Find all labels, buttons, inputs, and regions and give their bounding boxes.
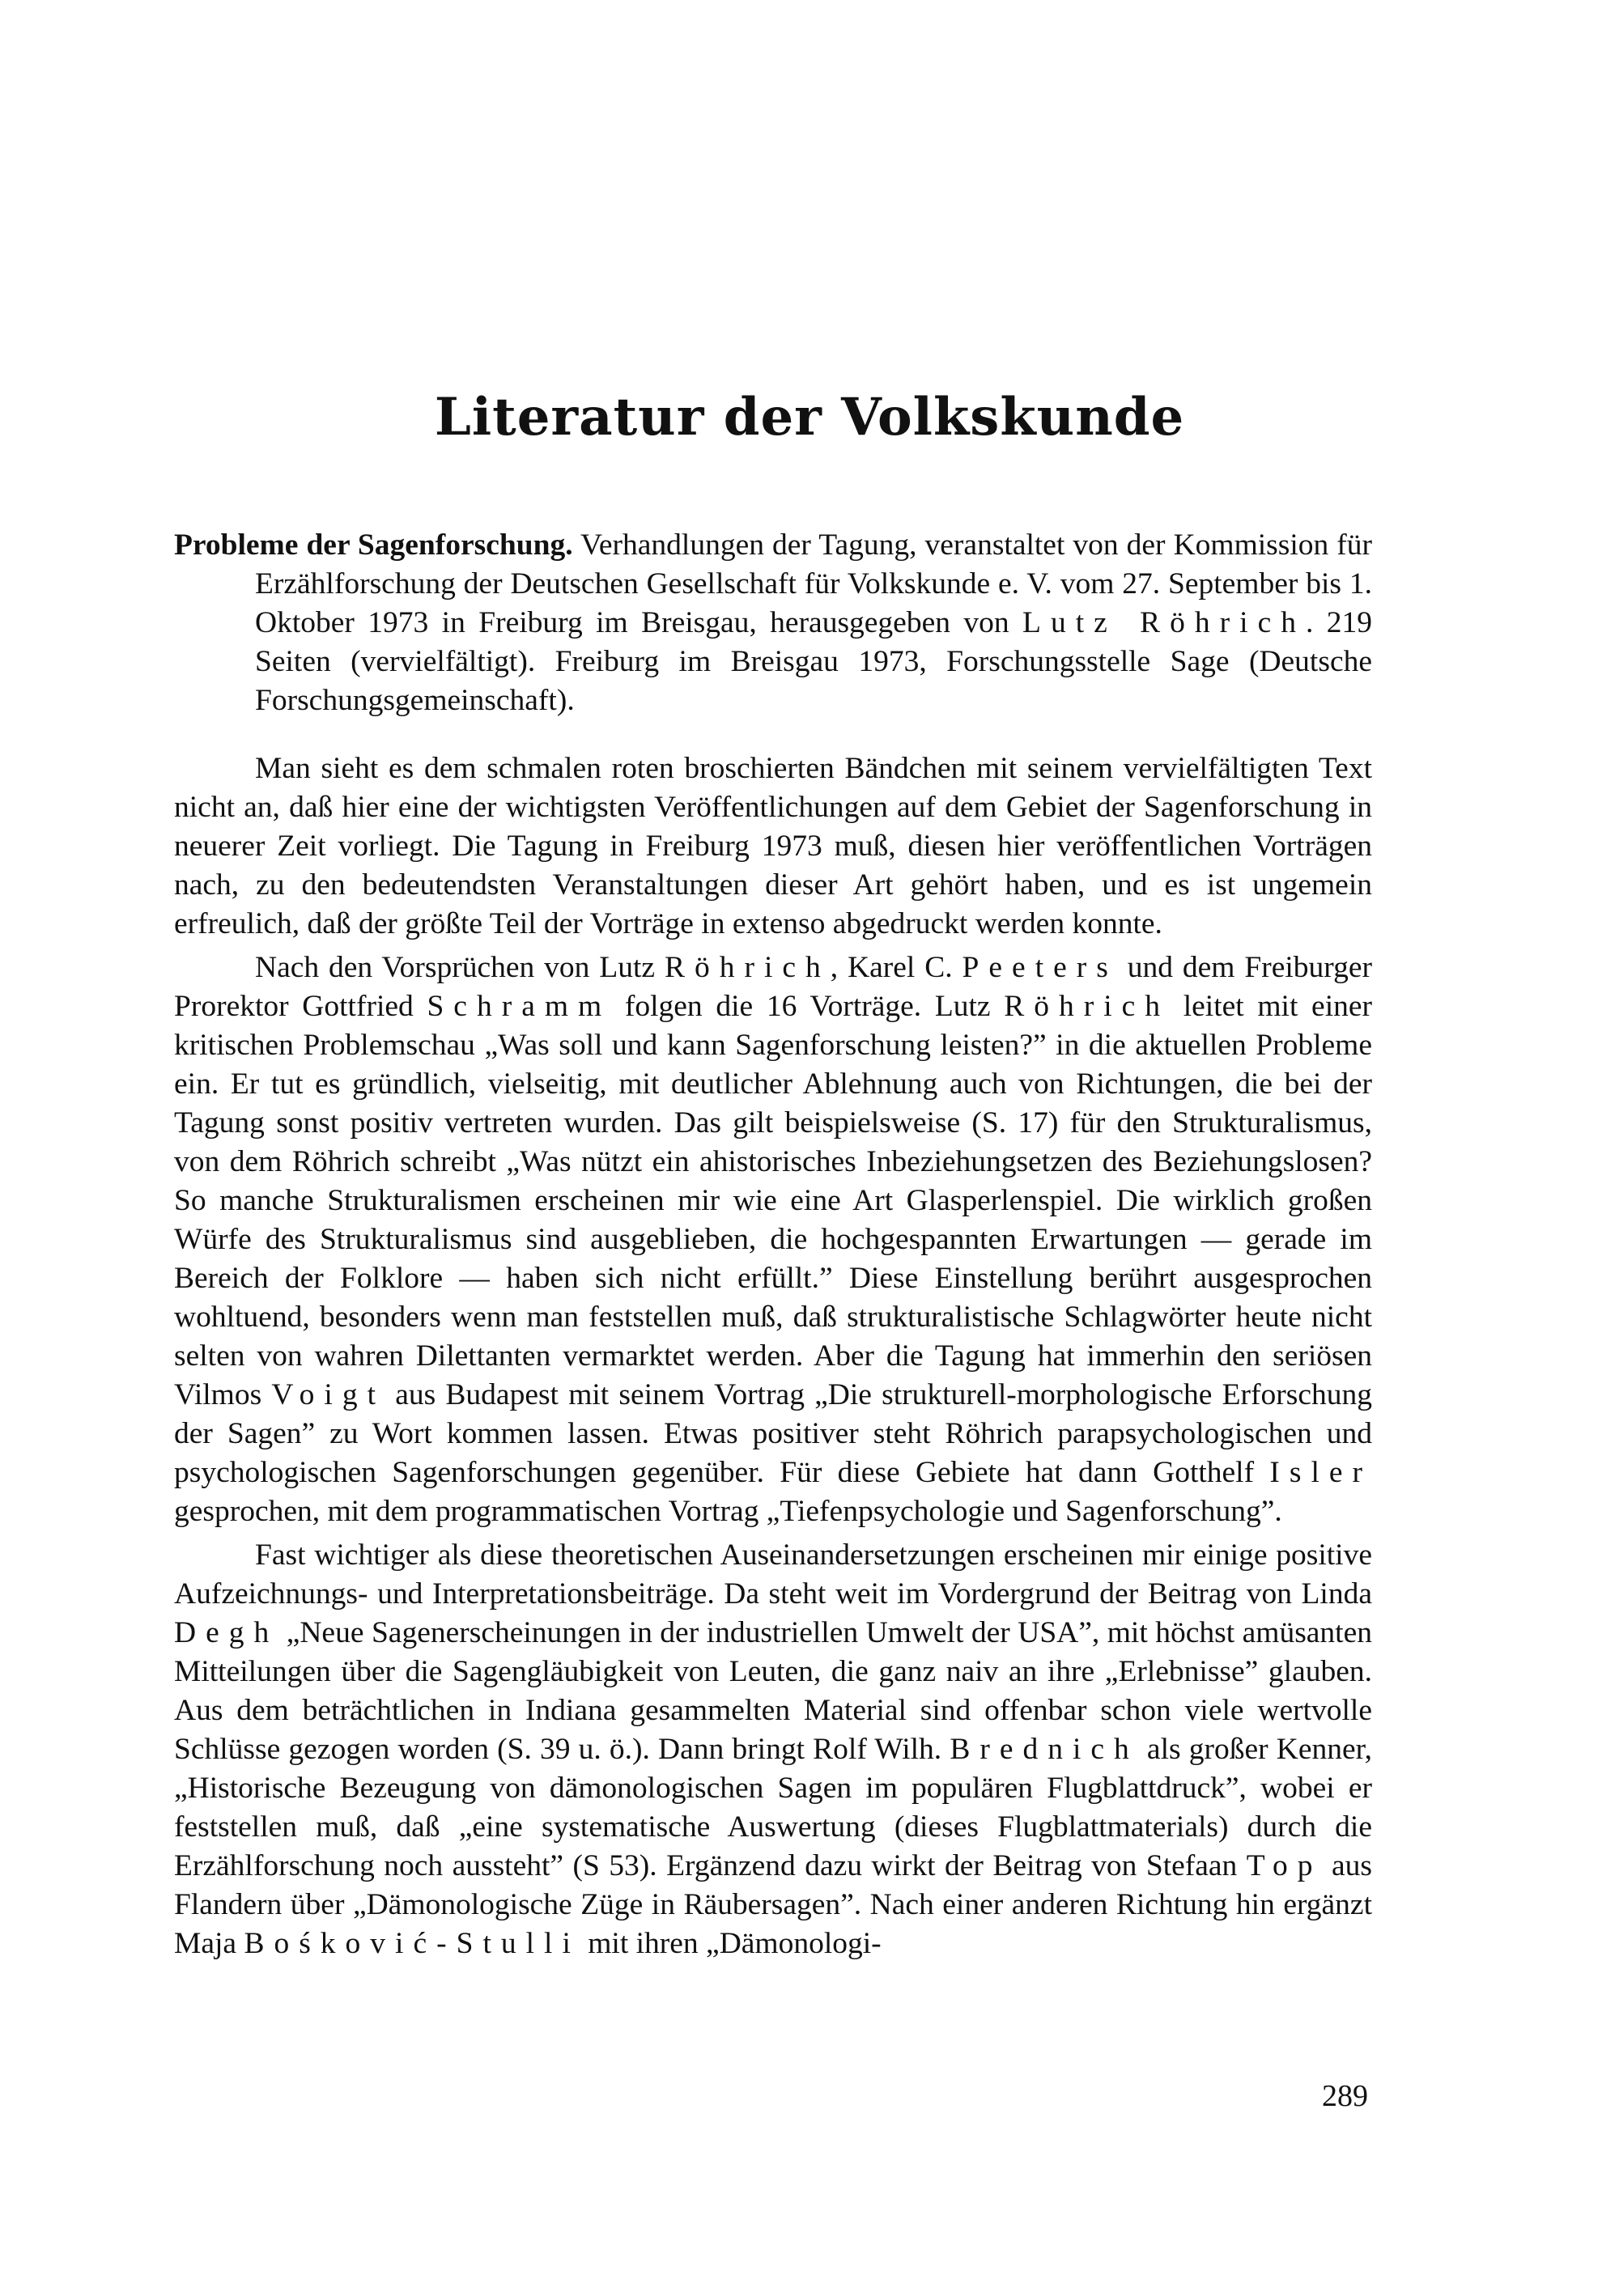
paragraph-text: , Karel C. bbox=[830, 951, 962, 984]
paragraph-text: aus Flandern über „Dämonologische Züge in Räubersagen”. Nach einer anderen Richtung hin ergänzt Maja bbox=[174, 1849, 1372, 1960]
author-name: Voigt bbox=[271, 1378, 385, 1411]
paragraph-text: Man sieht es dem schmalen roten broschierten Bändchen mit seinem vervielfältigten Text nicht an, daß hier eine der wichtigsten Veröffentlichungen auf dem Gebiet der Sagenforschung in neuerer Zeit vorliegt. Die Tagung in Freiburg 1973 muß, diesen hier veröffentlichen Vorträgen nach, zu den bedeutendsten Veranstaltungen dieser Art gehört haben, und es ist ungemein erfreulich, daß der größte Teil der Vorträge in extenso abgedruckt werden konnte. bbox=[174, 752, 1372, 940]
bib-details: Verhandlungen der Tagung, veranstaltet von der Kommission für Erzählforschung der Deutschen Gesellschaft für Volkskunde e. V. vom 27. September bis 1. Oktober 1973 in Freiburg im Breisgau, herausgegeben von bbox=[255, 528, 1373, 639]
author-name: Degh bbox=[174, 1616, 279, 1649]
page-number: 289 bbox=[1322, 2079, 1368, 2113]
page-title: Literatur der Volkskunde bbox=[434, 387, 1185, 448]
paragraph-text: „Neue Sagenerscheinungen in der industriellen Umwelt der USA”, mit höchst amüsanten Mitteilungen über die Sagengläubigkeit von Leuten, die ganz naiv an ihre „Erlebnisse” glauben. Aus dem beträchtlichen in Indiana gesammelten Material sind offenbar schon viele wertvolle Schlüsse gezogen worden (S. 39 u. ö.). Dann bringt Rolf Wilh. bbox=[174, 1616, 1372, 1766]
author-name: Röhrich bbox=[664, 951, 831, 984]
paragraph-text: gesprochen, mit dem programmatischen Vortrag „Tiefenpsychologie und Sagenforschung”. bbox=[174, 1495, 1282, 1528]
author-name: Isler bbox=[1269, 1456, 1372, 1489]
paragraph-text: folgen die 16 Vorträge. Lutz bbox=[611, 990, 1005, 1023]
bib-publication-info: . 219 Seiten (vervielfältigt). Freiburg im Breisgau 1973, Forschungsstelle Sage (Deutsche Forschungsgemeinschaft). bbox=[255, 606, 1372, 717]
paragraph-text: aus Budapest mit seinem Vortrag „Die strukturell-morphologische Erforschung der Sagen” zu Wort kommen lassen. Etwas positiver steht Röhrich parapsychologischen und psychologischen Sagenforschungen gegenüber. Für diese Gebiete hat dann Gotthelf bbox=[174, 1378, 1372, 1489]
paragraph-1 bbox=[174, 749, 1372, 944]
paragraph-text: mit ihren „Dämonologi- bbox=[580, 1927, 882, 1960]
bibliographic-entry bbox=[174, 526, 1372, 720]
paragraph-text: als großer Kenner, „Historische Bezeugung von dämonologischen Sagen im populären Flugblattdruck”, wobei er feststellen muß, daß „eine systematische Auswertung (dieses Flugblattmaterials) durch die Erzählforschung noch aussteht” (S 53). Ergänzend dazu wirkt der Beitrag von Stefaan bbox=[174, 1733, 1372, 1882]
paragraph-text: und dem Freiburger Prorektor Gottfried bbox=[174, 951, 1372, 1023]
paragraph-3 bbox=[174, 1536, 1372, 1963]
book-title: Probleme der Sagenforschung. bbox=[174, 528, 573, 562]
author-name: Peeters bbox=[962, 951, 1118, 984]
editor-name: Lutz Röhrich bbox=[1022, 606, 1306, 639]
author-name: Brednich bbox=[950, 1733, 1139, 1766]
author-name: Schramm bbox=[427, 990, 612, 1023]
author-name: Top bbox=[1246, 1849, 1323, 1882]
paragraph-text: leitet mit einer kritischen Problemschau „Was soll und kann Sagenforschung leisten?” in die aktuellen Probleme ein. Er tut es gründlich, vielseitig, mit deutlicher Ablehnung auch von Richtungen, die bei der Tagung sonst positiv vertreten wurden. Das gilt beispielsweise (S. 17) für den Strukturalismus, von dem Röhrich schreibt „Was nützt ein ahistorisches Inbeziehungsetzen des Beziehungslosen? So manche Strukturalismen erscheinen mir wie eine Art Glasperlenspiel. Die wirklich großen Würfe des Strukturalismus sind ausgeblieben, die hochgespannten Erwartungen — gerade im Bereich der Folklore — haben sich nicht erfüllt.” Diese Einstellung berührt ausgesprochen wohltuend, besonders wenn man feststellen muß, daß strukturalistische Schlagwörter heute nicht selten von wahren Dilettanten vermarktet werden. Aber die Tagung hat immerhin den seriösen Vilmos bbox=[174, 990, 1372, 1411]
paragraph-text: Fast wichtiger als diese theoretischen Auseinandersetzungen erscheinen mir einige positive Aufzeichnungs- und Interpretationsbeiträge. Da steht weit im Vordergrund der Beitrag von Linda bbox=[174, 1538, 1372, 1611]
review-body bbox=[174, 526, 1372, 1963]
paragraph-2 bbox=[174, 949, 1372, 1531]
paragraph-text: Nach den Vorsprüchen von Lutz bbox=[255, 951, 665, 984]
author-name: Röhrich bbox=[1004, 990, 1171, 1023]
author-name: Bośković-Stulli bbox=[244, 1927, 580, 1960]
